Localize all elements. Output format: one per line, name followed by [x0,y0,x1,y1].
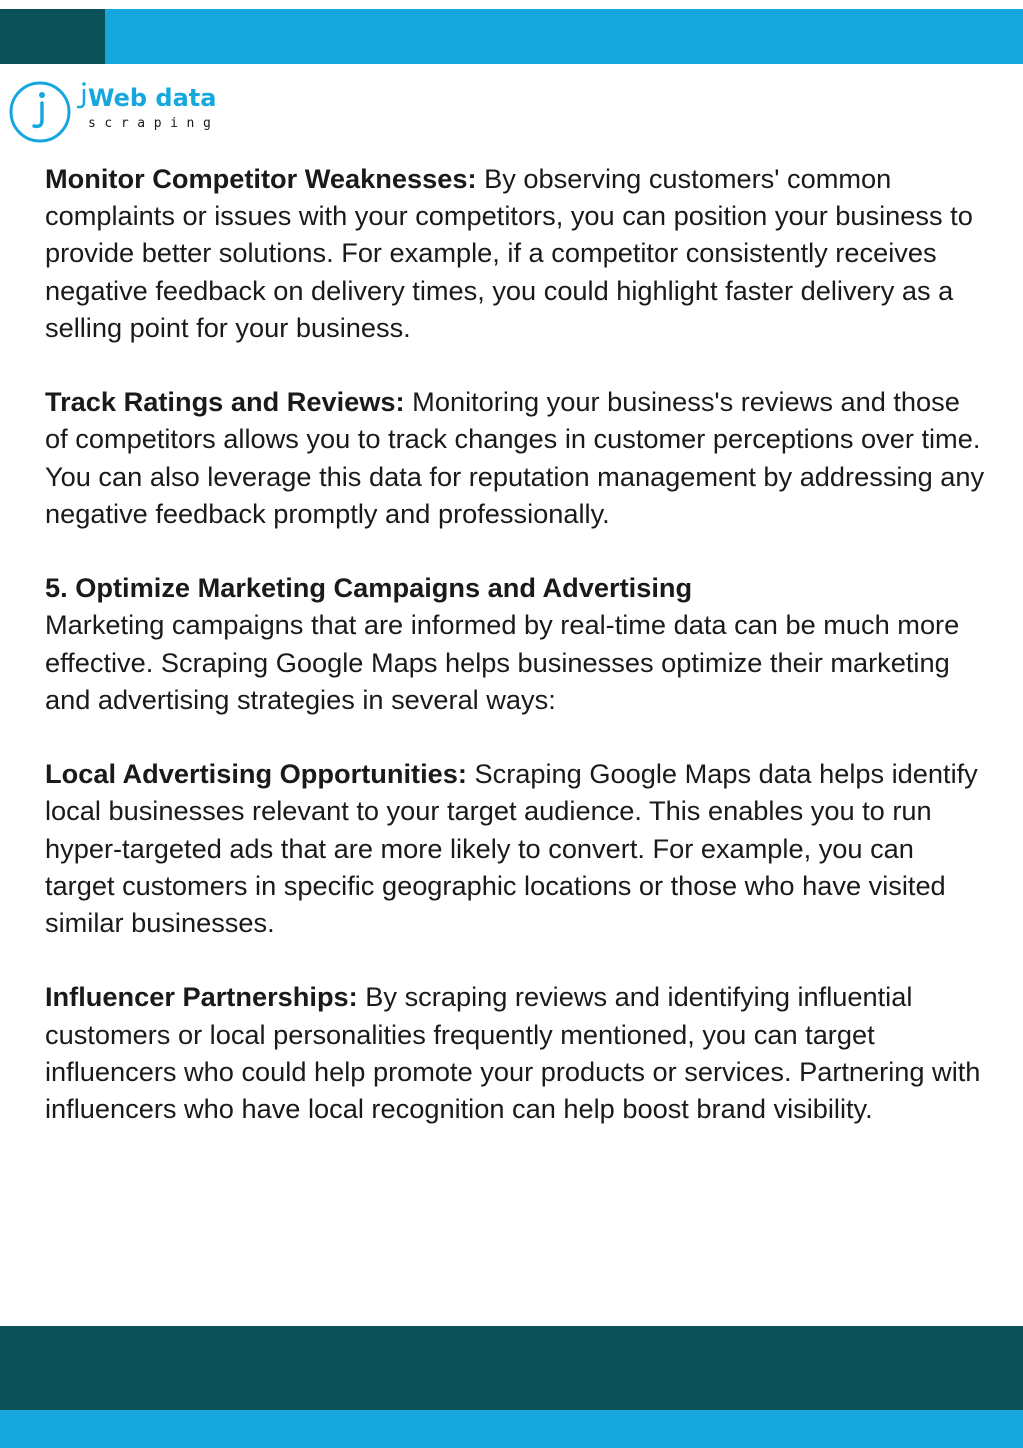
paragraph-local-advertising [45,755,990,941]
paragraph-text: Monitoring your business's reviews and those of competitors allows you to track changes in customer perceptions over time. You can also leverage this data for reputation management by addressing any negative feedback promptly and professionally. [45,386,985,529]
header-accent-block [0,9,105,64]
paragraph-text: By scraping reviews and identifying influential customers or local personalities frequently mentioned, you can target influencers who could help promote your products or services. Partnering with influencers who have local recognition can help boost brand visibility. [45,981,981,1125]
paragraph-text: Scraping Google Maps data helps identify local businesses relevant to your target audience. This enables you to run hyper-targeted ads that are more likely to convert. For example, you can target customers in specific geographic locations or those who have visited similar businesses. [45,758,978,939]
footer-band-dark [0,1326,1023,1410]
paragraph-text: Marketing campaigns that are informed by real-time data can be much more effective. Scraping Google Maps helps businesses optimize their marketing and advertising strategies in several ways: [45,609,960,715]
brand-tagline: scraping [88,116,220,131]
header-bar [0,9,1023,64]
document-body [45,160,990,1164]
brand-name: Web data [88,84,217,112]
paragraph-label: Influencer Partnerships: [45,981,358,1013]
paragraph-ratings-reviews [45,383,990,532]
paragraph-label: Local Advertising Opportunities: [45,758,467,790]
brand-logo-icon [8,76,86,146]
section-heading: 5. Optimize Marketing Campaigns and Advertising [45,572,693,604]
section-marketing-campaigns [45,569,990,718]
paragraph-influencer-partnerships [45,978,990,1127]
paragraph-text: By observing customers' common complaints or issues with your competitors, you can position your business to provide better solutions. For example, if a competitor consistently receives negative feedback on delivery times, you could highlight faster delivery as a selling point for your business. [45,163,973,343]
paragraph-label: Track Ratings and Reviews: [45,386,405,418]
paragraph-competitor-weaknesses [45,160,990,346]
brand-logo [8,76,238,146]
paragraph-label: Monitor Competitor Weaknesses: [45,163,477,194]
footer-band-accent [0,1410,1023,1448]
